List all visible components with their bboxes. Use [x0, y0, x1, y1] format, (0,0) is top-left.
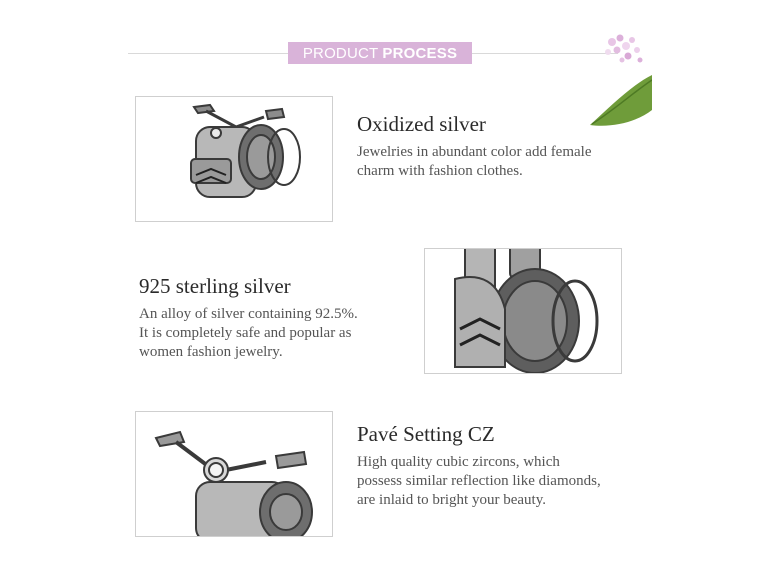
- section-description-cz: [357, 453, 601, 510]
- product-photo-sterling: [424, 248, 622, 374]
- description-line: women fashion jewelry.: [139, 344, 283, 360]
- banner-prefix: PRODUCT: [302, 44, 379, 62]
- description-line: High quality cubic zircons, which: [357, 454, 560, 470]
- product-photo-oxidized: [135, 96, 333, 222]
- flower-leaf-icon: [582, 30, 652, 140]
- description-line: are inlaid to bright your beauty.: [357, 492, 546, 508]
- description-line: Jewelries in abundant color add female: [357, 144, 592, 160]
- section-description-oxidized: [357, 143, 592, 181]
- section-title-sterling: 925 sterling silver: [139, 274, 291, 298]
- section-description-sterling: [139, 305, 358, 362]
- section-title-cz: Pavé Setting CZ: [357, 422, 495, 446]
- product-process-banner: [288, 42, 472, 64]
- description-line: charm with fashion clothes.: [357, 163, 523, 179]
- banner-strong: PROCESS: [382, 44, 458, 62]
- section-title-oxidized: Oxidized silver: [357, 112, 486, 136]
- description-line: possess similar reflection like diamonds,: [357, 473, 601, 489]
- description-line: It is completely safe and popular as: [139, 325, 352, 341]
- product-photo-cz: [135, 411, 333, 537]
- description-line: An alloy of silver containing 92.5%.: [139, 306, 358, 322]
